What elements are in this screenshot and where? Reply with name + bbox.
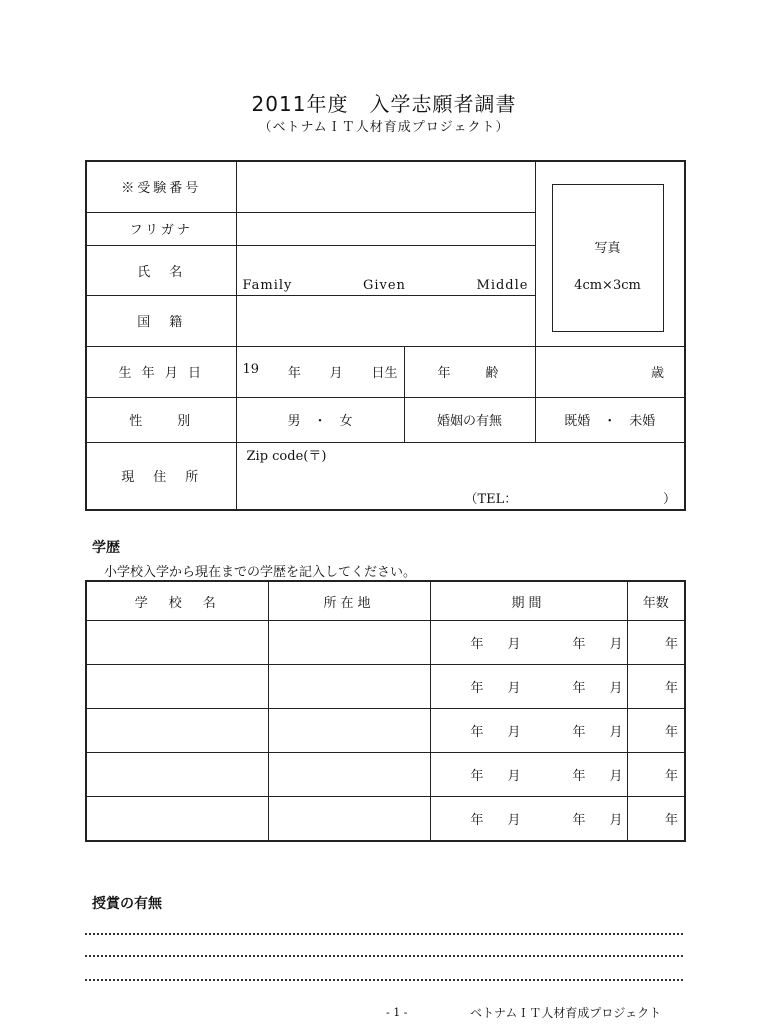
awards-section-title: 授賞の有無 [92, 896, 162, 912]
years-unit: 年 [664, 769, 678, 784]
school-name-cell[interactable] [86, 665, 268, 709]
dob-prefix: 19 [242, 362, 260, 377]
marital-label: 婚姻の有無 [404, 397, 535, 442]
dob-label: 生 年 月 日 [86, 346, 236, 397]
period-start-year: 年 [470, 769, 484, 784]
tel-label: （TEL： [464, 492, 518, 507]
years-cell[interactable] [627, 665, 685, 709]
address-field[interactable] [236, 442, 685, 510]
name-label: 氏 名 [86, 245, 236, 295]
photo-box[interactable] [552, 184, 664, 332]
tel-close: ） [662, 492, 676, 507]
furigana-field[interactable] [236, 212, 535, 245]
period-cell[interactable] [430, 665, 627, 709]
period-start-month: 月 [507, 769, 521, 784]
period-end-year: 年 [572, 637, 586, 652]
school-name-cell[interactable] [86, 797, 268, 842]
footer-project: ベトナムＩＴ人材育成プロジェクト [470, 1006, 662, 1020]
period-cell[interactable] [430, 797, 627, 842]
applicant-table [85, 160, 686, 511]
years-cell[interactable] [627, 753, 685, 797]
location-cell[interactable] [268, 797, 430, 842]
page-number: - 1 - [386, 1006, 408, 1019]
table-row [86, 709, 685, 753]
period-start-month: 月 [507, 813, 521, 828]
col-period: 期間 [430, 581, 627, 621]
location-cell[interactable] [268, 753, 430, 797]
col-years: 年数 [627, 581, 685, 621]
location-cell[interactable] [268, 665, 430, 709]
period-start-month: 月 [507, 681, 521, 696]
period-end-year: 年 [572, 813, 586, 828]
period-end-month: 月 [609, 681, 623, 696]
period-end-month: 月 [609, 769, 623, 784]
zip-label: Zip code(〒) [246, 448, 327, 464]
sex-field[interactable]: 男 ・ 女 [236, 397, 404, 442]
education-instruction: 小学校入学から現在までの学歴を記入してください。 [104, 565, 417, 580]
photo-label: 写真 [594, 241, 621, 256]
awards-line-1[interactable] [85, 933, 683, 935]
location-cell[interactable] [268, 709, 430, 753]
years-unit: 年 [664, 681, 678, 696]
age-unit: 歳 [650, 366, 664, 381]
table-row [86, 797, 685, 842]
period-start-month: 月 [507, 725, 521, 740]
period-end-year: 年 [572, 725, 586, 740]
table-row [86, 753, 685, 797]
years-cell[interactable] [627, 797, 685, 842]
dob-field[interactable] [236, 346, 404, 397]
years-unit: 年 [664, 813, 678, 828]
nationality-label: 国 籍 [86, 295, 236, 346]
awards-line-2[interactable] [85, 955, 683, 957]
exam-number-field[interactable] [236, 161, 535, 212]
table-row [86, 665, 685, 709]
exam-number-label: ※受験番号 [86, 161, 236, 212]
period-start-year: 年 [470, 681, 484, 696]
period-start-month: 月 [507, 637, 521, 652]
education-table [85, 580, 686, 842]
dob-day-label: 日生 [371, 366, 398, 381]
dob-month-label: 月 [329, 366, 343, 381]
sex-label: 性 別 [86, 397, 236, 442]
name-given-label: Given [362, 277, 406, 293]
address-label: 現 住 所 [86, 442, 236, 510]
nationality-field[interactable] [236, 295, 535, 346]
name-middle-label: Middle [476, 277, 529, 293]
dob-year-label: 年 [287, 366, 301, 381]
furigana-label: フリガナ [86, 212, 236, 245]
years-unit: 年 [664, 637, 678, 652]
name-family-label: Family [242, 277, 293, 293]
name-field[interactable] [236, 245, 535, 295]
period-start-year: 年 [470, 813, 484, 828]
period-start-year: 年 [470, 725, 484, 740]
school-name-cell[interactable] [86, 621, 268, 665]
col-school-name: 学 校 名 [86, 581, 268, 621]
age-label: 年 齢 [404, 346, 535, 397]
period-cell[interactable] [430, 709, 627, 753]
col-location: 所在地 [268, 581, 430, 621]
school-name-cell[interactable] [86, 753, 268, 797]
marital-field[interactable]: 既婚 ・ 未婚 [535, 397, 685, 442]
photo-cell [535, 161, 685, 346]
age-field[interactable] [535, 346, 685, 397]
period-end-month: 月 [609, 813, 623, 828]
location-cell[interactable] [268, 621, 430, 665]
page-title: 2011年度 入学志願者調書 [251, 92, 517, 116]
years-cell[interactable] [627, 709, 685, 753]
period-cell[interactable] [430, 621, 627, 665]
education-section-title: 学歴 [92, 540, 120, 556]
years-unit: 年 [664, 725, 678, 740]
photo-size: 4cm×3cm [574, 278, 641, 293]
years-cell[interactable] [627, 621, 685, 665]
table-row [86, 621, 685, 665]
period-end-year: 年 [572, 681, 586, 696]
period-end-year: 年 [572, 769, 586, 784]
page-subtitle: （ベトナムＩＴ人材育成プロジェクト） [258, 120, 510, 135]
period-start-year: 年 [470, 637, 484, 652]
period-end-month: 月 [609, 725, 623, 740]
period-cell[interactable] [430, 753, 627, 797]
awards-line-3[interactable] [85, 979, 683, 981]
period-end-month: 月 [609, 637, 623, 652]
school-name-cell[interactable] [86, 709, 268, 753]
